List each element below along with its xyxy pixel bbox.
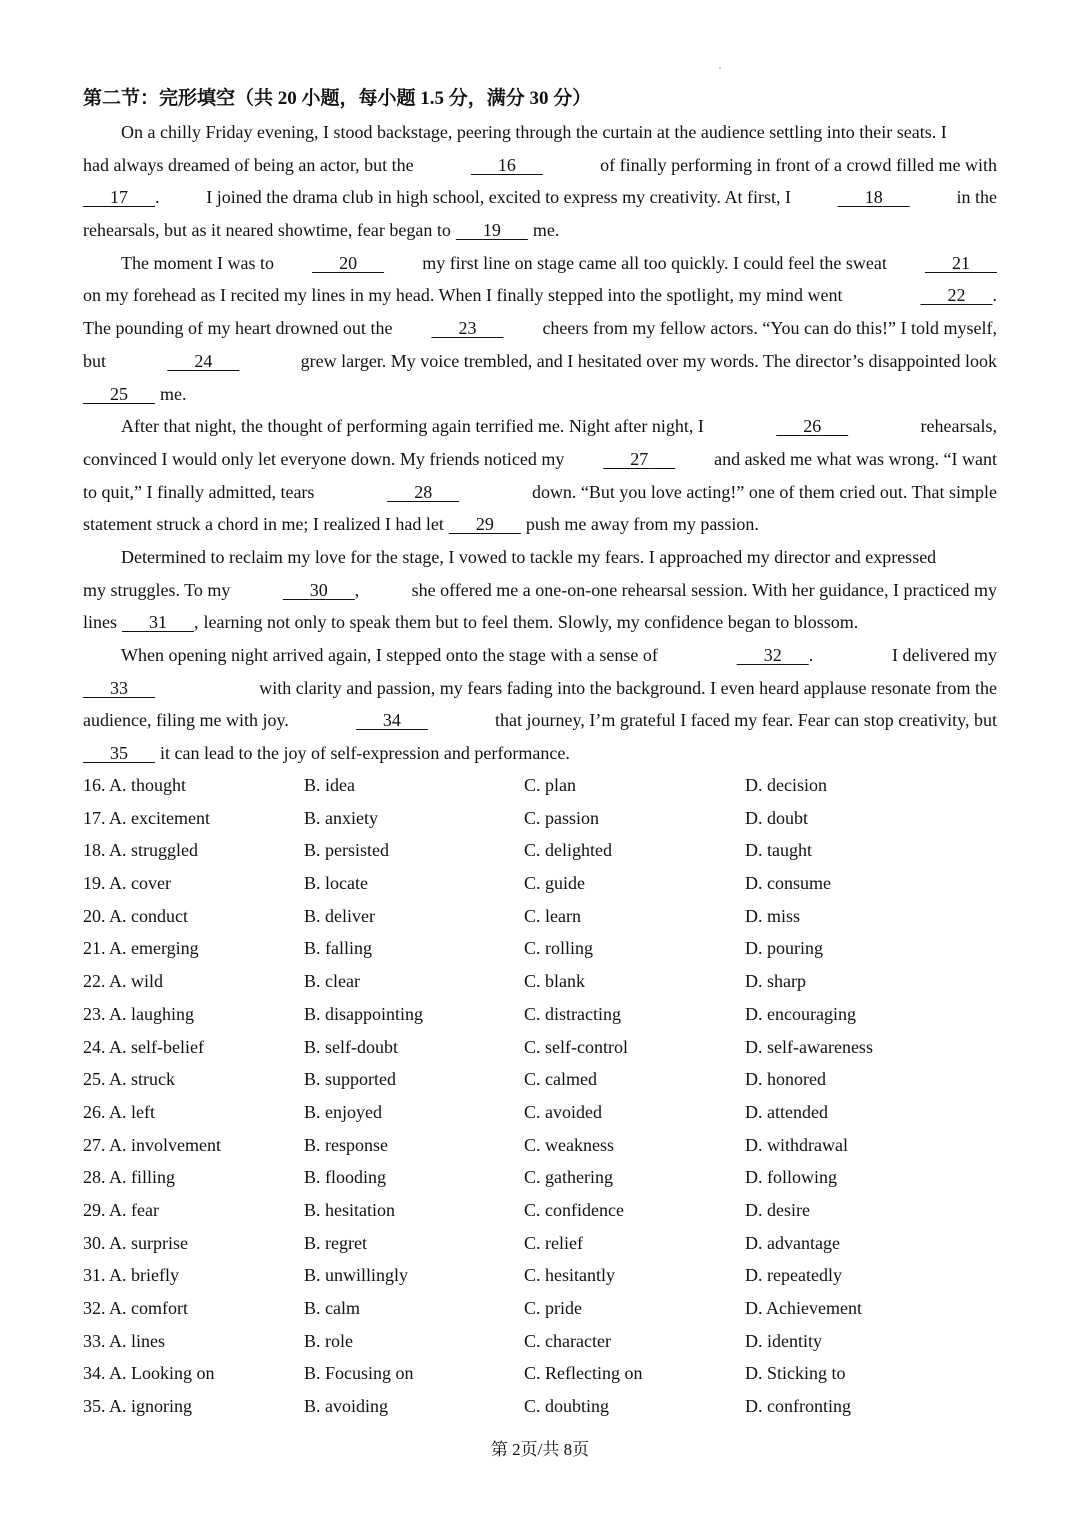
blank-number: 16 bbox=[497, 154, 516, 175]
cloze-passage bbox=[83, 116, 997, 770]
blank-pad bbox=[387, 482, 414, 502]
option-a: 34. A. Looking on bbox=[83, 1363, 215, 1384]
blank-number: 22 bbox=[947, 285, 966, 306]
option-b: B. falling bbox=[304, 938, 372, 959]
question-row bbox=[83, 1031, 997, 1064]
option-b: B. Focusing on bbox=[304, 1363, 414, 1384]
blank-group bbox=[921, 279, 998, 312]
option-d: D. withdrawal bbox=[745, 1134, 848, 1155]
option-c: C. relief bbox=[524, 1232, 583, 1253]
option-d: D. honored bbox=[745, 1069, 826, 1090]
passage-line bbox=[83, 149, 997, 182]
blank-group bbox=[776, 410, 848, 443]
passage-text: down. “But you love acting!” one of them cried out. That simple bbox=[531, 481, 997, 502]
cloze-blank bbox=[356, 704, 428, 737]
blank-punctuation: . bbox=[808, 645, 814, 665]
option-c: C. Reflecting on bbox=[524, 1363, 643, 1384]
option-b: B. disappointing bbox=[304, 1003, 424, 1024]
option-c: C. rolling bbox=[524, 938, 594, 959]
passage-line bbox=[83, 574, 997, 607]
option-d: D. pouring bbox=[745, 938, 823, 959]
blank-number: 32 bbox=[763, 645, 782, 665]
cloze-blank bbox=[449, 508, 521, 541]
cloze-blank bbox=[471, 149, 543, 182]
passage-text: learning not only to speak them but to feel them. Slowly, my confidence began to blossom. bbox=[203, 612, 859, 633]
cloze-blank bbox=[838, 181, 910, 214]
question-row bbox=[83, 1063, 997, 1096]
blank-pad bbox=[283, 580, 310, 600]
option-b: B. clear bbox=[304, 971, 360, 992]
option-a: 32. A. comfort bbox=[83, 1298, 188, 1318]
option-b: B. hesitation bbox=[304, 1199, 395, 1220]
blank-pad bbox=[83, 187, 110, 207]
cloze-blank bbox=[83, 737, 155, 770]
option-b: B. self-doubt bbox=[304, 1036, 398, 1057]
passage-text: statement struck a chord in me; I realized I had let bbox=[83, 514, 444, 535]
blank-group bbox=[83, 378, 155, 411]
option-a: 26. A. left bbox=[83, 1101, 155, 1122]
option-a: 29. A. fear bbox=[83, 1199, 159, 1220]
option-c: C. avoided bbox=[524, 1101, 602, 1122]
question-row bbox=[83, 1161, 997, 1194]
blank-pad bbox=[449, 514, 476, 534]
blank-pad bbox=[431, 318, 458, 338]
passage-text: lines bbox=[83, 612, 117, 633]
passage-line bbox=[83, 410, 997, 443]
cloze-blank bbox=[83, 672, 155, 705]
blank-pad bbox=[516, 155, 543, 175]
passage-line bbox=[83, 639, 997, 672]
passage-line bbox=[83, 541, 997, 574]
option-c: C. weakness bbox=[524, 1134, 614, 1155]
blank-group bbox=[431, 312, 503, 345]
passage-text: Determined to reclaim my love for the stage, I vowed to tackle my fears. I approached my director and expressed bbox=[121, 546, 937, 567]
blank-pad bbox=[83, 743, 110, 763]
blank-number: 30 bbox=[309, 579, 328, 600]
option-d: D. Sticking to bbox=[745, 1363, 846, 1384]
option-a: 31. A. briefly bbox=[83, 1265, 179, 1286]
passage-text: push me away from my passion. bbox=[525, 514, 759, 535]
cloze-blank bbox=[83, 181, 155, 214]
option-d: D. consume bbox=[745, 873, 831, 894]
blank-group bbox=[83, 672, 155, 705]
option-c: C. pride bbox=[524, 1298, 582, 1318]
cloze-blank bbox=[122, 606, 194, 639]
blank-group bbox=[387, 476, 459, 509]
blank-group bbox=[167, 345, 239, 378]
passage-text: When opening night arrived again, I stepped onto the stage with a sense of bbox=[121, 645, 658, 665]
passage-text: After that night, the thought of performing again terrified me. Night after night, I bbox=[121, 416, 704, 437]
blank-number: 27 bbox=[630, 448, 649, 469]
option-d: D. encouraging bbox=[745, 1003, 856, 1024]
blank-pad bbox=[128, 743, 155, 763]
blank-number: 19 bbox=[482, 220, 501, 241]
blank-group bbox=[283, 574, 360, 607]
option-a: 24. A. self-belief bbox=[83, 1036, 204, 1057]
passage-line bbox=[83, 345, 997, 378]
option-d: D. attended bbox=[745, 1101, 828, 1122]
blank-number: 28 bbox=[414, 481, 433, 502]
blank-number: 23 bbox=[458, 318, 477, 339]
blank-pad bbox=[167, 351, 194, 371]
blank-pad bbox=[128, 384, 155, 404]
blank-pad bbox=[212, 351, 239, 371]
option-b: B. flooding bbox=[304, 1167, 387, 1188]
blank-pad bbox=[821, 416, 848, 436]
blank-pad bbox=[883, 187, 910, 207]
passage-text: me. bbox=[532, 220, 560, 241]
option-d: D. repeatedly bbox=[745, 1265, 842, 1286]
option-a: 16. A. thought bbox=[83, 775, 187, 795]
question-row bbox=[83, 1390, 997, 1423]
option-c: C. distracting bbox=[524, 1003, 621, 1024]
cloze-blank bbox=[776, 410, 848, 443]
cloze-blank bbox=[83, 378, 155, 411]
blank-pad bbox=[312, 253, 339, 273]
option-d: D. identity bbox=[745, 1330, 822, 1351]
question-row bbox=[83, 1259, 997, 1292]
blank-pad bbox=[501, 220, 528, 240]
option-d: D. following bbox=[745, 1167, 837, 1188]
page-number: 第 2页/共 8页 bbox=[490, 1440, 590, 1459]
option-c: C. passion bbox=[524, 807, 600, 828]
option-d: D. self-awareness bbox=[745, 1036, 873, 1057]
question-row bbox=[83, 1194, 997, 1227]
option-b: B. persisted bbox=[304, 840, 389, 861]
blank-group bbox=[456, 214, 528, 247]
cloze-blank bbox=[167, 345, 239, 378]
option-d: D. confronting bbox=[745, 1396, 851, 1417]
option-b: B. locate bbox=[304, 873, 368, 894]
passage-text: in the bbox=[956, 187, 997, 208]
question-row bbox=[83, 1292, 997, 1325]
blank-pad bbox=[122, 612, 149, 632]
passage-text: to quit,” I finally admitted, tears bbox=[83, 481, 315, 502]
passage-text: she offered me a one-on-one rehearsal session. With her guidance, I practiced my bbox=[411, 579, 997, 600]
section-heading: 第二节：完形填空（共 20 小题，每小题 1.5 分，满分 30 分） bbox=[83, 88, 592, 109]
passage-line bbox=[83, 704, 997, 737]
blank-pad bbox=[401, 710, 428, 730]
cloze-blank bbox=[456, 214, 528, 247]
passage-line bbox=[83, 508, 997, 541]
cloze-blank bbox=[737, 639, 809, 672]
option-a: 28. A. filling bbox=[83, 1167, 176, 1188]
passage-text: I joined the drama club in high school, excited to express my creativity. At first, I bbox=[206, 187, 791, 208]
option-c: C. self-control bbox=[524, 1036, 628, 1057]
cloze-blank bbox=[283, 574, 355, 607]
option-b: B. regret bbox=[304, 1232, 367, 1253]
blank-pad bbox=[471, 155, 498, 175]
blank-group bbox=[449, 508, 521, 541]
option-a: 33. A. lines bbox=[83, 1330, 166, 1351]
option-b: B. supported bbox=[304, 1069, 396, 1090]
question-row bbox=[83, 900, 997, 933]
option-c: C. hesitantly bbox=[524, 1265, 615, 1286]
option-d: D. Achievement bbox=[745, 1298, 862, 1318]
cloze-blank bbox=[921, 279, 993, 312]
blank-pad bbox=[776, 416, 803, 436]
question-row bbox=[83, 1325, 997, 1358]
option-c: C. plan bbox=[524, 775, 576, 795]
option-a: 27. A. involvement bbox=[83, 1134, 221, 1155]
option-b: B. avoiding bbox=[304, 1396, 388, 1417]
question-row bbox=[83, 998, 997, 1031]
blank-number: 33 bbox=[110, 677, 128, 698]
cloze-blank bbox=[312, 247, 384, 280]
option-d: D. doubt bbox=[745, 807, 808, 828]
blank-pad bbox=[603, 449, 630, 469]
option-a: 19. A. cover bbox=[83, 873, 171, 894]
option-a: 22. A. wild bbox=[83, 971, 164, 992]
blank-number: 34 bbox=[382, 710, 401, 731]
blank-pad bbox=[782, 645, 809, 665]
blank-group bbox=[356, 704, 428, 737]
question-row bbox=[83, 802, 997, 835]
blank-pad bbox=[128, 678, 155, 698]
blank-group bbox=[122, 606, 199, 639]
blank-pad bbox=[432, 482, 459, 502]
passage-line bbox=[83, 247, 997, 280]
blank-pad bbox=[476, 318, 503, 338]
blank-punctuation: . bbox=[992, 285, 997, 306]
passage-text: I delivered my bbox=[892, 645, 997, 665]
option-b: B. anxiety bbox=[304, 807, 378, 828]
question-row bbox=[83, 965, 997, 998]
blank-number: 18 bbox=[864, 187, 883, 208]
blank-group bbox=[925, 247, 997, 280]
passage-text: cheers from my fellow actors. “You can do this!” I told myself, bbox=[542, 318, 997, 339]
cloze-blank bbox=[925, 247, 997, 280]
option-c: C. learn bbox=[524, 905, 581, 926]
blank-number: 31 bbox=[149, 612, 167, 633]
blank-number: 29 bbox=[475, 514, 494, 535]
option-d: D. desire bbox=[745, 1199, 810, 1220]
option-c: C. blank bbox=[524, 971, 585, 992]
passage-text: on my forehead as I recited my lines in my head. When I finally stepped into the spotlight, my mind went bbox=[83, 285, 843, 306]
option-c: C. delighted bbox=[524, 840, 612, 861]
blank-number: 17 bbox=[110, 187, 128, 208]
passage-line bbox=[83, 443, 997, 476]
passage-text: rehearsals, bbox=[920, 416, 997, 437]
passage-text: and asked me what was wrong. “I want bbox=[714, 448, 997, 469]
blank-pad bbox=[83, 678, 110, 698]
question-row bbox=[83, 1357, 997, 1390]
option-b: B. response bbox=[304, 1134, 388, 1155]
option-a: 35. A. ignoring bbox=[83, 1396, 193, 1417]
blank-pad bbox=[83, 384, 110, 404]
question-row bbox=[83, 1129, 997, 1162]
option-d: D. miss bbox=[745, 905, 801, 926]
option-a: 23. A. laughing bbox=[83, 1003, 194, 1024]
option-d: D. decision bbox=[745, 775, 827, 795]
blank-pad bbox=[921, 285, 948, 305]
passage-text: audience, filing me with joy. bbox=[83, 710, 289, 731]
option-a: 20. A. conduct bbox=[83, 905, 188, 926]
passage-line bbox=[83, 214, 997, 247]
option-a: 17. A. excitement bbox=[83, 807, 210, 828]
passage-text: but bbox=[83, 350, 107, 371]
option-d: D. advantage bbox=[745, 1232, 840, 1253]
cloze-blank bbox=[431, 312, 503, 345]
blank-number: 25 bbox=[110, 383, 128, 404]
passage-text: rehearsals, but as it neared showtime, fear began to bbox=[83, 220, 451, 241]
passage-text: had always dreamed of being an actor, but the bbox=[83, 154, 414, 175]
option-b: B. enjoyed bbox=[304, 1101, 382, 1122]
passage-text: me. bbox=[160, 383, 187, 404]
option-c: C. guide bbox=[524, 873, 585, 894]
blank-group bbox=[471, 149, 543, 182]
blank-pad bbox=[357, 253, 384, 273]
blank-group bbox=[83, 737, 155, 770]
option-b: B. unwillingly bbox=[304, 1265, 409, 1286]
blank-pad bbox=[356, 710, 383, 730]
option-c: C. doubting bbox=[524, 1396, 610, 1417]
option-d: D. sharp bbox=[745, 971, 806, 992]
passage-text: grew larger. My voice trembled, and I hesitated over my words. The director’s disappointed look bbox=[300, 350, 997, 371]
option-a: 30. A. surprise bbox=[83, 1232, 188, 1253]
blank-group bbox=[737, 639, 814, 672]
question-row bbox=[83, 769, 997, 802]
passage-line bbox=[83, 181, 997, 214]
question-row bbox=[83, 1227, 997, 1260]
question-row bbox=[83, 932, 997, 965]
blank-number: 24 bbox=[194, 350, 213, 371]
passage-line bbox=[83, 606, 997, 639]
blank-pad bbox=[648, 449, 675, 469]
passage-text: my struggles. To my bbox=[83, 579, 231, 600]
blank-group bbox=[603, 443, 675, 476]
passage-line bbox=[83, 672, 997, 705]
answer-options bbox=[83, 769, 997, 1423]
blank-group bbox=[83, 181, 160, 214]
question-row bbox=[83, 867, 997, 900]
passage-text: On a chilly Friday evening, I stood backstage, peering through the curtain at the audience settling into their seats. I bbox=[121, 122, 947, 142]
passage-text: that journey, I’m grateful I faced my fear. Fear can stop creativity, but bbox=[495, 710, 997, 731]
blank-punctuation: . bbox=[155, 187, 160, 208]
blank-number: 26 bbox=[803, 416, 822, 437]
option-c: C. gathering bbox=[524, 1167, 613, 1188]
blank-pad bbox=[970, 253, 997, 273]
blank-group bbox=[838, 181, 910, 214]
passage-line bbox=[83, 116, 997, 149]
option-a: 18. A. struggled bbox=[83, 840, 198, 861]
passage-text: it can lead to the joy of self-expression and performance. bbox=[160, 743, 570, 764]
passage-line bbox=[83, 312, 997, 345]
passage-line bbox=[83, 279, 997, 312]
blank-pad bbox=[328, 580, 355, 600]
question-row bbox=[83, 1096, 997, 1129]
blank-number: 35 bbox=[110, 743, 128, 764]
blank-pad bbox=[167, 612, 194, 632]
option-c: C. confidence bbox=[524, 1199, 624, 1220]
passage-text: with clarity and passion, my fears fading into the background. I even heard applause resonate from the bbox=[259, 677, 997, 698]
passage-text: my first line on stage came all too quickly. I could feel the sweat bbox=[422, 252, 887, 273]
blank-number: 20 bbox=[339, 252, 358, 273]
blank-pad bbox=[966, 285, 993, 305]
option-b: B. role bbox=[304, 1330, 353, 1351]
blank-pad bbox=[925, 253, 952, 273]
blank-number: 21 bbox=[951, 252, 970, 273]
blank-pad bbox=[838, 187, 865, 207]
blank-group bbox=[312, 247, 384, 280]
blank-punctuation: , bbox=[354, 579, 360, 600]
passage-text: The pounding of my heart drowned out the bbox=[83, 318, 393, 339]
passage-line bbox=[83, 737, 997, 770]
option-c: C. calmed bbox=[524, 1069, 597, 1090]
blank-pad bbox=[128, 187, 155, 207]
passage-text: of finally performing in front of a crowd filled me with bbox=[600, 154, 997, 175]
blank-pad bbox=[494, 514, 521, 534]
passage-line bbox=[83, 476, 997, 509]
passage-text: convinced I would only let everyone down. My friends noticed my bbox=[83, 448, 565, 469]
option-b: B. deliver bbox=[304, 905, 375, 926]
option-a: 25. A. struck bbox=[83, 1069, 175, 1090]
cloze-blank bbox=[603, 443, 675, 476]
option-c: C. character bbox=[524, 1330, 611, 1351]
passage-text: The moment I was to bbox=[121, 252, 274, 273]
option-b: B. calm bbox=[304, 1298, 360, 1318]
blank-punctuation: , bbox=[194, 612, 199, 633]
blank-pad bbox=[456, 220, 483, 240]
option-b: B. idea bbox=[304, 775, 355, 795]
option-d: D. taught bbox=[745, 840, 812, 861]
scan-speck bbox=[719, 67, 721, 69]
blank-pad bbox=[737, 645, 764, 665]
cloze-blank bbox=[387, 476, 459, 509]
passage-line bbox=[83, 378, 997, 411]
question-row bbox=[83, 834, 997, 867]
option-a: 21. A. emerging bbox=[83, 938, 199, 959]
